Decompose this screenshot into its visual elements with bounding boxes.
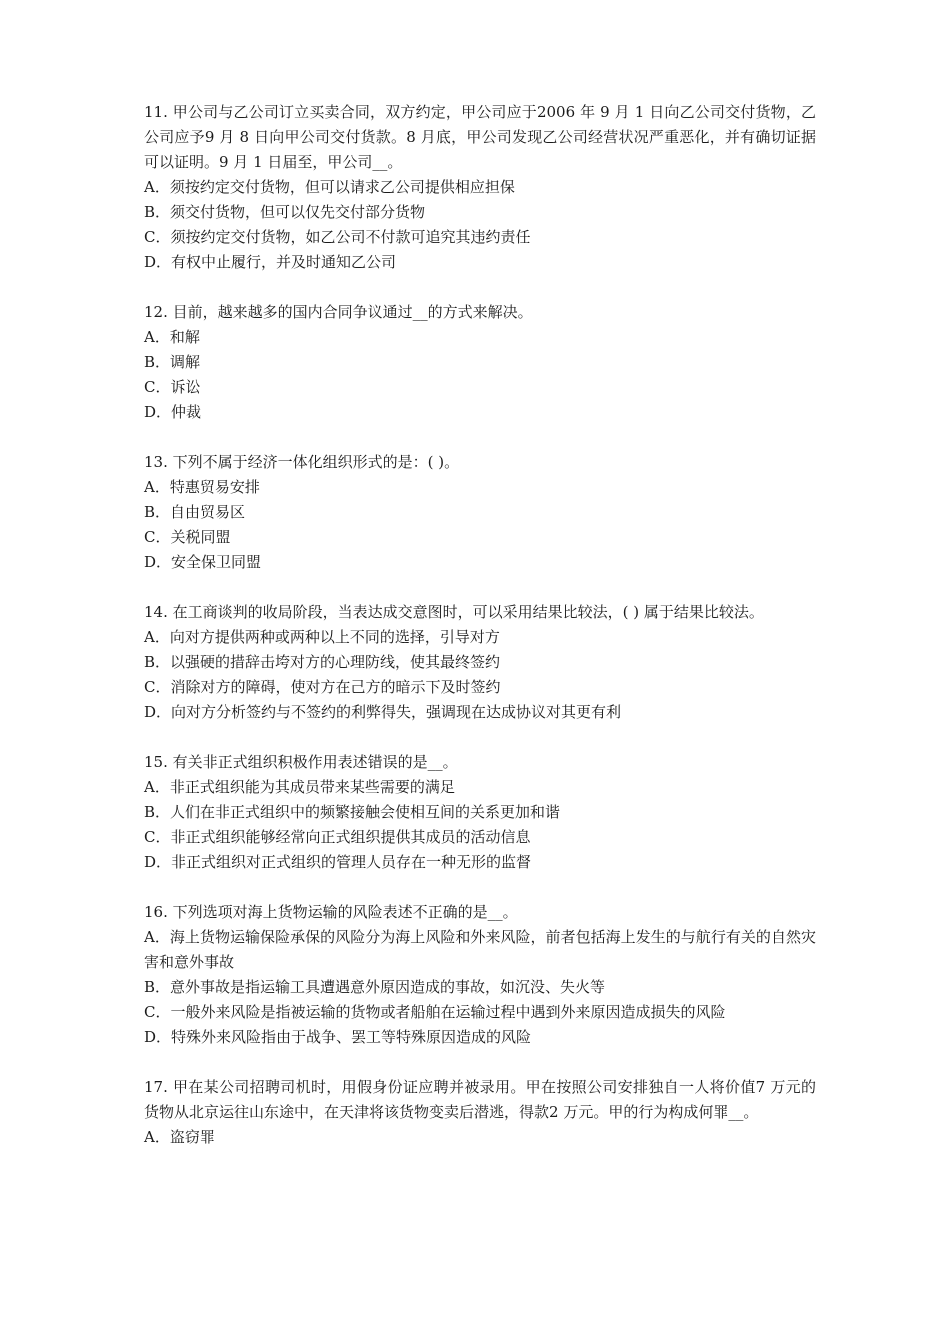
question-14	[144, 600, 816, 725]
question-stem: 12. 目前，越来越多的国内合同争议通过__的方式来解决。	[144, 303, 533, 321]
question-11	[144, 100, 816, 275]
option-a: A．非正式组织能为其成员带来某些需要的满足	[144, 778, 455, 796]
question-stem: 16. 下列选项对海上货物运输的风险表述不正确的是__。	[144, 903, 518, 921]
option-c: C．消除对方的障碍，使对方在己方的暗示下及时签约	[144, 678, 501, 696]
option-a: A．向对方提供两种或两种以上不同的选择，引导对方	[144, 628, 500, 646]
option-b: B．须交付货物，但可以仅先交付部分货物	[144, 203, 426, 221]
option-d: D．有权中止履行，并及时通知乙公司	[144, 253, 397, 271]
option-b: B．调解	[144, 353, 201, 371]
option-a: A．盗窃罪	[144, 1128, 215, 1146]
question-16	[144, 900, 816, 1050]
option-b: B．自由贸易区	[144, 503, 246, 521]
question-stem: 14. 在工商谈判的收局阶段，当表达成交意图时，可以采用结果比较法，( ) 属于结果比较法。	[144, 603, 764, 621]
option-c: C．须按约定交付货物，如乙公司不付款可追究其违约责任	[144, 228, 531, 246]
option-c: C．一般外来风险是指被运输的货物或者船舶在运输过程中遇到外来原因造成损失的风险	[144, 1003, 726, 1021]
question-15	[144, 750, 816, 875]
option-d: D．向对方分析签约与不签约的利弊得失，强调现在达成协议对其更有利	[144, 703, 622, 721]
option-c: C．关税同盟	[144, 528, 231, 546]
question-13	[144, 450, 816, 575]
document-page	[144, 100, 816, 1175]
option-d: D．安全保卫同盟	[144, 553, 262, 571]
option-b: B．意外事故是指运输工具遭遇意外原因造成的事故，如沉没、失火等	[144, 978, 606, 996]
question-stem: 15. 有关非正式组织积极作用表述错误的是__。	[144, 753, 458, 771]
option-d: D．仲裁	[144, 403, 202, 421]
option-b: B．人们在非正式组织中的频繁接触会使相互间的关系更加和谐	[144, 803, 561, 821]
question-stem: 11. 甲公司与乙公司订立买卖合同，双方约定，甲公司应于2006 年 9 月 1 日向乙公司交付货物，乙公司应予9 月 8 日向甲公司交付货款。8 月底，甲公司发现乙公司经营状况严重恶化，并有确切证据可以证明。9 月 1 日届至，甲公司__。	[144, 103, 816, 171]
question-stem: 13. 下列不属于经济一体化组织形式的是：( )。	[144, 453, 460, 471]
option-a: A．特惠贸易安排	[144, 478, 260, 496]
option-a: A．和解	[144, 328, 200, 346]
option-d: D．特殊外来风险指由于战争、罢工等特殊原因造成的风险	[144, 1028, 532, 1046]
option-c: C．诉讼	[144, 378, 201, 396]
option-d: D．非正式组织对正式组织的管理人员存在一种无形的监督	[144, 853, 532, 871]
option-b: B．以强硬的措辞击垮对方的心理防线，使其最终签约	[144, 653, 501, 671]
question-17	[144, 1075, 816, 1150]
question-stem: 17. 甲在某公司招聘司机时，用假身份证应聘并被录用。甲在按照公司安排独自一人将价值7 万元的货物从北京运往山东途中，在天津将该货物变卖后潜逃，得款2 万元。甲的行为构成何罪__。	[144, 1078, 816, 1121]
question-12	[144, 300, 816, 425]
option-a: A．须按约定交付货物，但可以请求乙公司提供相应担保	[144, 178, 515, 196]
option-a: A．海上货物运输保险承保的风险分为海上风险和外来风险，前者包括海上发生的与航行有关的自然灾害和意外事故	[144, 928, 816, 971]
option-c: C．非正式组织能够经常向正式组织提供其成员的活动信息	[144, 828, 531, 846]
